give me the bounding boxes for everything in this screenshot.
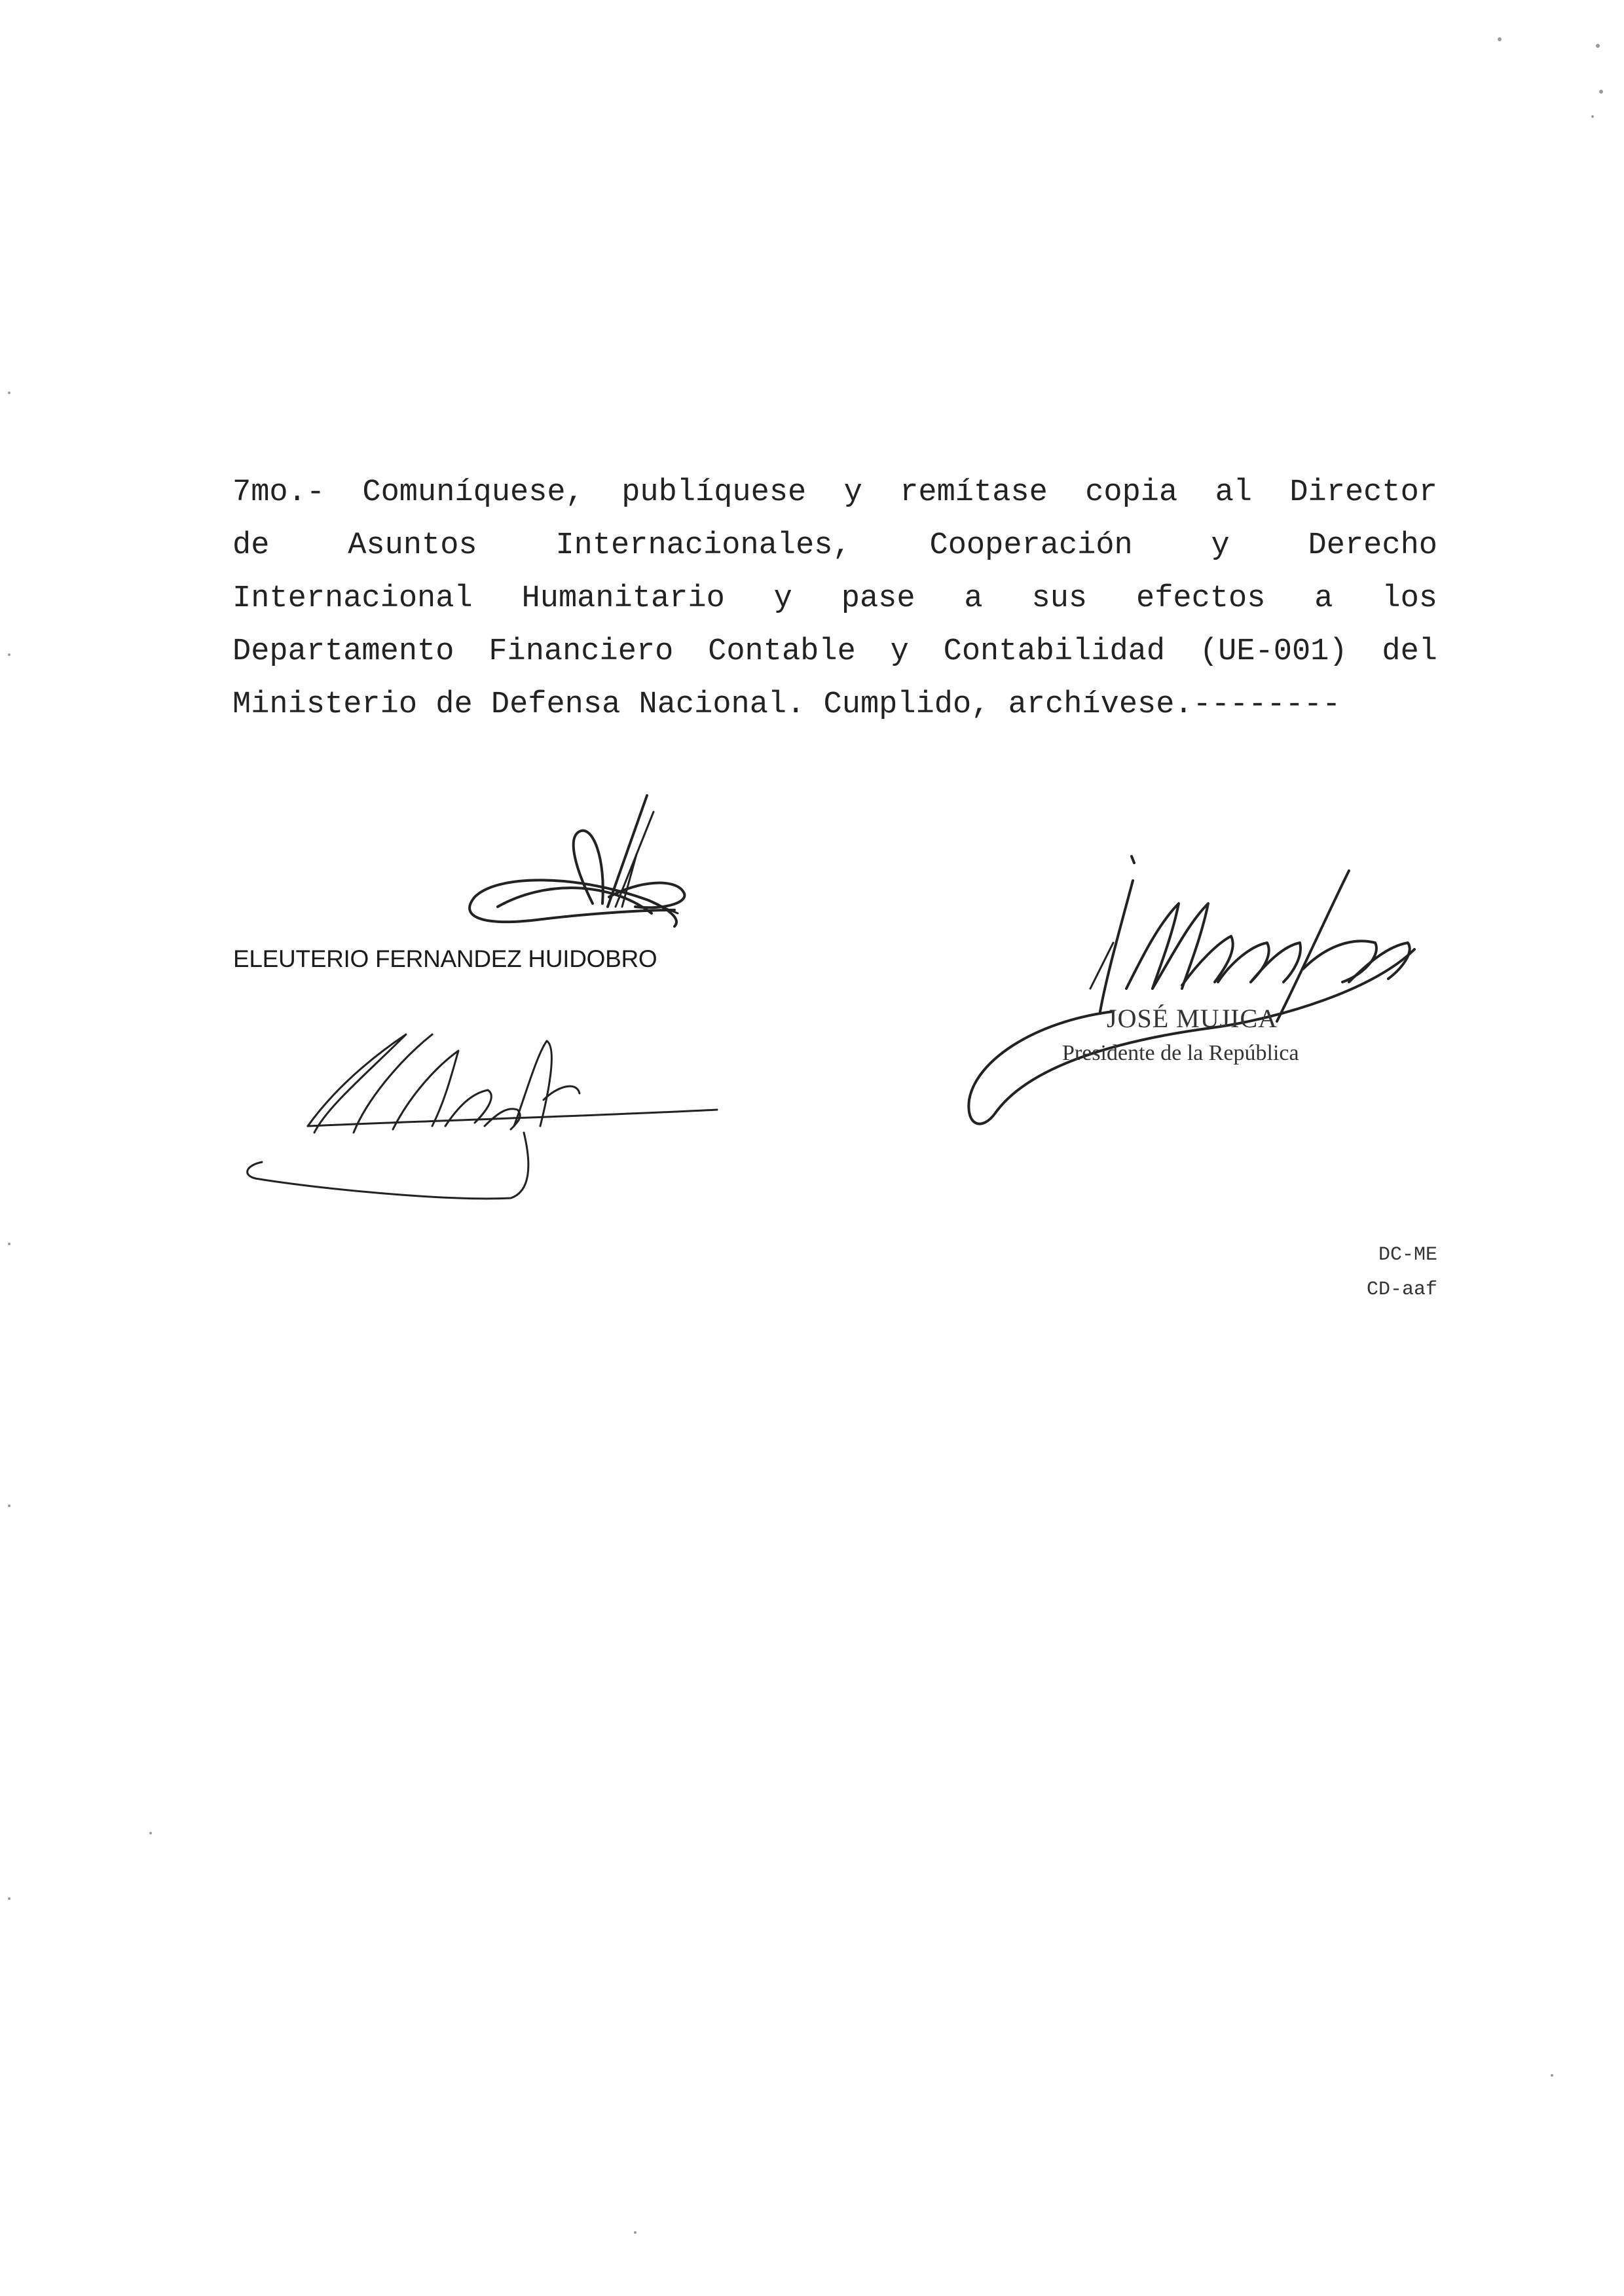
paragraph-line-4: Departamento Financiero Contable y Contabilidad (UE-001) del xyxy=(232,634,1437,669)
resolution-paragraph xyxy=(232,466,1437,731)
reference-code-2: CD-aaf xyxy=(1366,1279,1437,1301)
paragraph-line-1: 7mo.- Comuníquese, publíquese y remítase copia al Director xyxy=(232,475,1437,510)
signatory-left-name: ELEUTERIO FERNANDEZ HUIDOBRO xyxy=(233,945,657,972)
paragraph-line-3: Internacional Humanitario y pase a sus efectos a los xyxy=(232,581,1437,616)
paragraph-line-2: de Asuntos Internacionales, Cooperación y Derecho xyxy=(232,528,1437,563)
signatory-right-name: JOSÉ MUJICA xyxy=(1107,1004,1278,1033)
signature-mujica xyxy=(969,856,1414,1124)
reference-code-1: DC-ME xyxy=(1378,1244,1437,1266)
signature-fernandez-lower xyxy=(248,1034,717,1199)
signature-fernandez-upper xyxy=(470,795,684,926)
signatory-right-title: Presidente de la República xyxy=(1062,1041,1299,1065)
paragraph-line-5: Ministerio de Defensa Nacional. Cumplido, archívese.-------- xyxy=(232,687,1341,722)
scan-specks xyxy=(8,37,1603,2234)
